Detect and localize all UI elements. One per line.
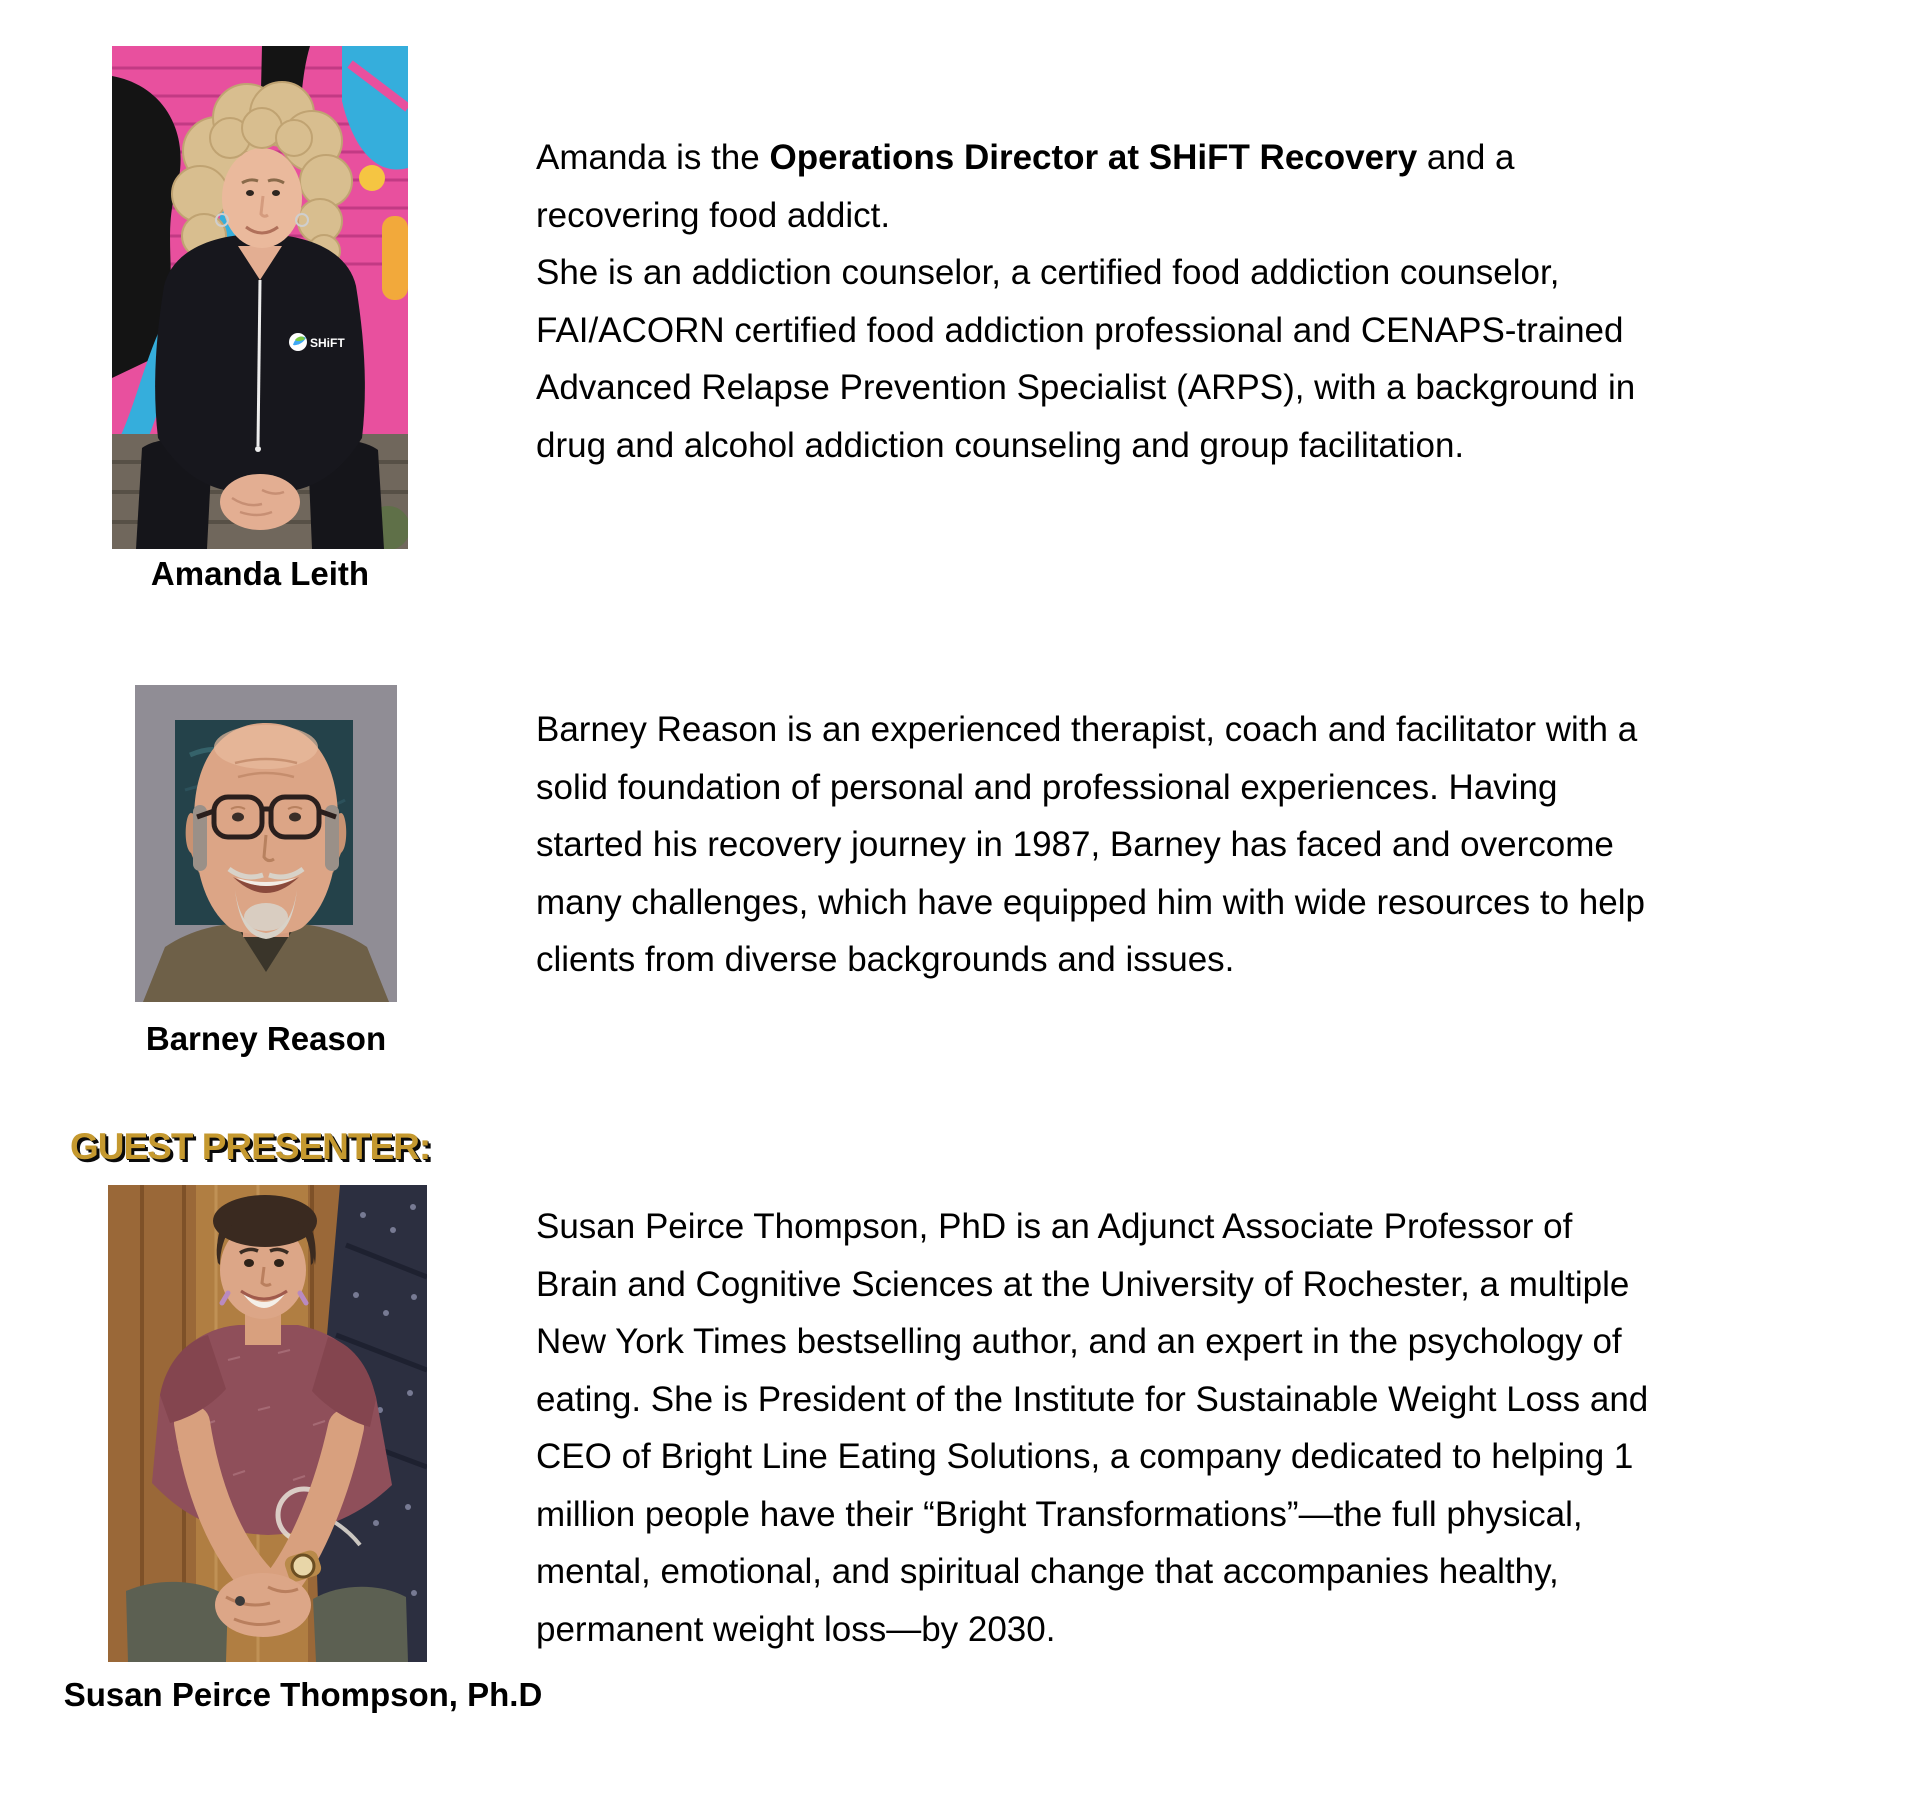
bio-text-line: FAI/ACORN certified food addiction professional and CENAPS-trained: [536, 310, 1624, 350]
bio-text-line: many challenges, which have equipped him with wide resources to help: [536, 882, 1645, 922]
barney-bio-text: [536, 701, 1645, 989]
bio-text-line: Brain and Cognitive Sciences at the University of Rochester, a multiple: [536, 1264, 1630, 1304]
bio-line1-bold: Operations Director at SHiFT Recovery: [769, 138, 1418, 177]
amanda-bio-text: [536, 129, 1635, 474]
bio-line1-post: and a: [1417, 138, 1515, 177]
barney-reason-caption: Barney Reason: [145, 1020, 387, 1057]
bio-text-line: CEO of Bright Line Eating Solutions, a company dedicated to helping 1: [536, 1437, 1634, 1476]
bio-text-line: million people have their “Bright Transformations”—the full physical,: [536, 1494, 1583, 1534]
bio-text-line: eating. She is President of the Institute for Sustainable Weight Loss and: [536, 1379, 1649, 1419]
bio-line1-pre: Amanda is the: [536, 138, 770, 177]
guest-presenter-heading: GUEST PRESENTER:: [70, 1126, 431, 1167]
bio-text-line: drug and alcohol addiction counseling and group facilitation.: [536, 425, 1465, 465]
susan-peirce-thompson-caption: Susan Peirce Thompson, Ph.D: [63, 1676, 543, 1713]
bio-text-line: solid foundation of personal and professional experiences. Having: [536, 767, 1558, 807]
shift-logo: [289, 333, 345, 351]
bio-text-line: permanent weight loss—by 2030.: [536, 1609, 1056, 1649]
susan-peirce-thompson-photo: [108, 1185, 427, 1662]
bio-text-line: She is an addiction counselor, a certified food addiction counselor,: [536, 253, 1560, 292]
bio-text-line: Susan Peirce Thompson, PhD is an Adjunct Associate Professor of: [536, 1207, 1573, 1246]
amanda-bio-lines: [536, 187, 1635, 475]
bio-text-line: clients from diverse backgrounds and issues.: [536, 940, 1235, 979]
amanda-leith-caption: Amanda Leith: [150, 555, 370, 592]
bio-text-line: mental, emotional, and spiritual change that accompanies healthy,: [536, 1552, 1559, 1591]
bio-text-line: Advanced Relapse Prevention Specialist (ARPS), with a background in: [536, 368, 1636, 407]
bio-text-line: Barney Reason is an experienced therapist, coach and facilitator with a: [536, 710, 1638, 749]
bio-text-line: started his recovery journey in 1987, Barney has faced and overcome: [536, 825, 1614, 864]
bio-text-line: New York Times bestselling author, and an expert in the psychology of: [536, 1322, 1622, 1361]
bio-text-line: recovering food addict.: [536, 195, 891, 235]
bio-text-line: [536, 129, 1635, 187]
shift-logo-text: SHiFT: [310, 336, 345, 350]
susan-bio-text: [536, 1198, 1648, 1658]
amanda-leith-photo: [112, 46, 408, 549]
barney-reason-photo: [135, 685, 397, 1002]
